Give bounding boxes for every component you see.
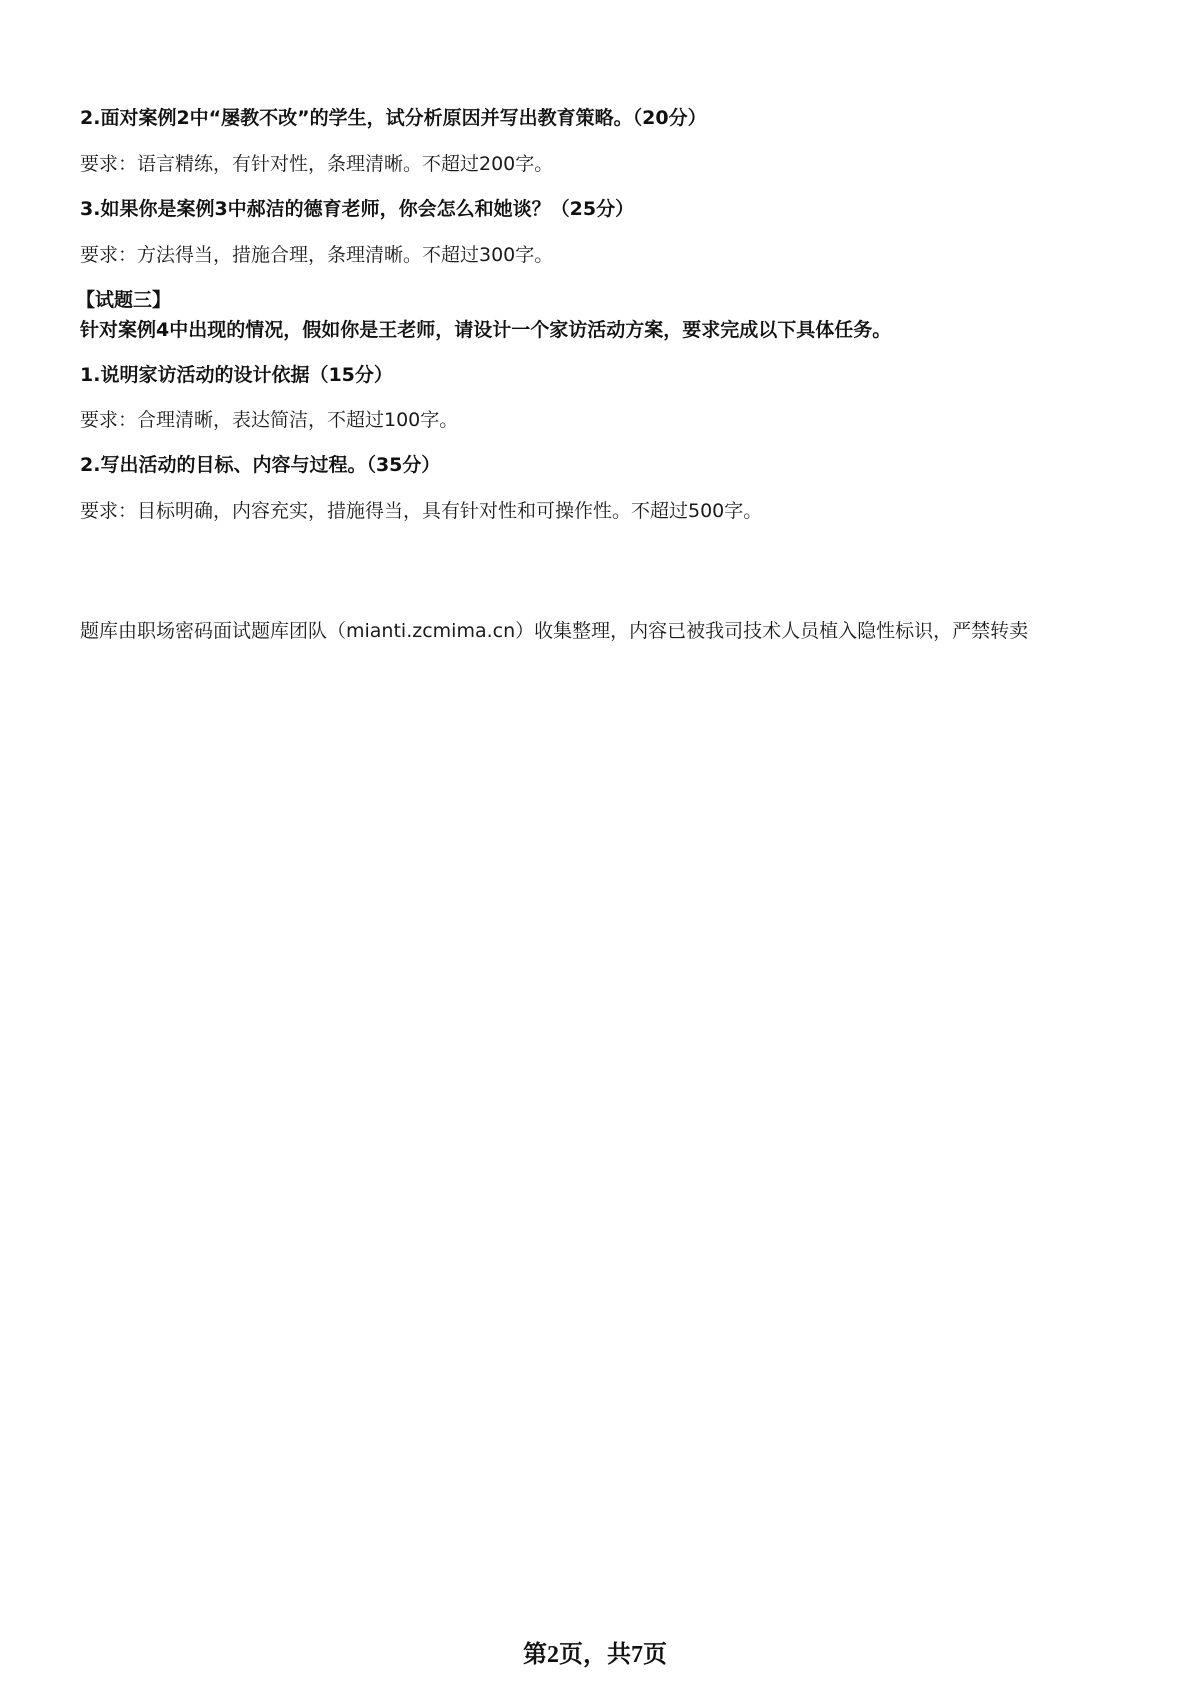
section-3-intro: 针对案例4中出现的情况，假如你是王老师，请设计一个家访活动方案，要求完成以下具体任务。	[80, 319, 892, 341]
copyright-notice: 题库由职场密码面试题库团队（mianti.zcmima.cn）收集整理，内容已被我司技术人员植入隐性标识，严禁转卖	[80, 620, 1029, 642]
task-2-requirement: 要求：目标明确，内容充实，措施得当，具有针对性和可操作性。不超过500字。	[80, 500, 763, 522]
section-3-heading: 【试题三】	[76, 289, 172, 311]
task-1-title: 1.说明家访活动的设计依据（15分）	[80, 364, 393, 386]
question-2-title: 2.面对案例2中“屡教不改”的学生，试分析原因并写出教育策略。（20分）	[80, 107, 707, 129]
question-3-requirement: 要求：方法得当，措施合理，条理清晰。不超过300字。	[80, 244, 554, 266]
task-1-requirement: 要求：合理清晰，表达简洁，不超过100字。	[80, 409, 459, 431]
question-2-requirement: 要求：语言精练，有针对性，条理清晰。不超过200字。	[80, 153, 554, 175]
page-number: 第2页，共7页	[523, 1642, 667, 1668]
question-3-title: 3.如果你是案例3中郝洁的德育老师，你会怎么和她谈？（25分）	[80, 198, 635, 220]
task-2-title: 2.写出活动的目标、内容与过程。（35分）	[80, 454, 441, 476]
